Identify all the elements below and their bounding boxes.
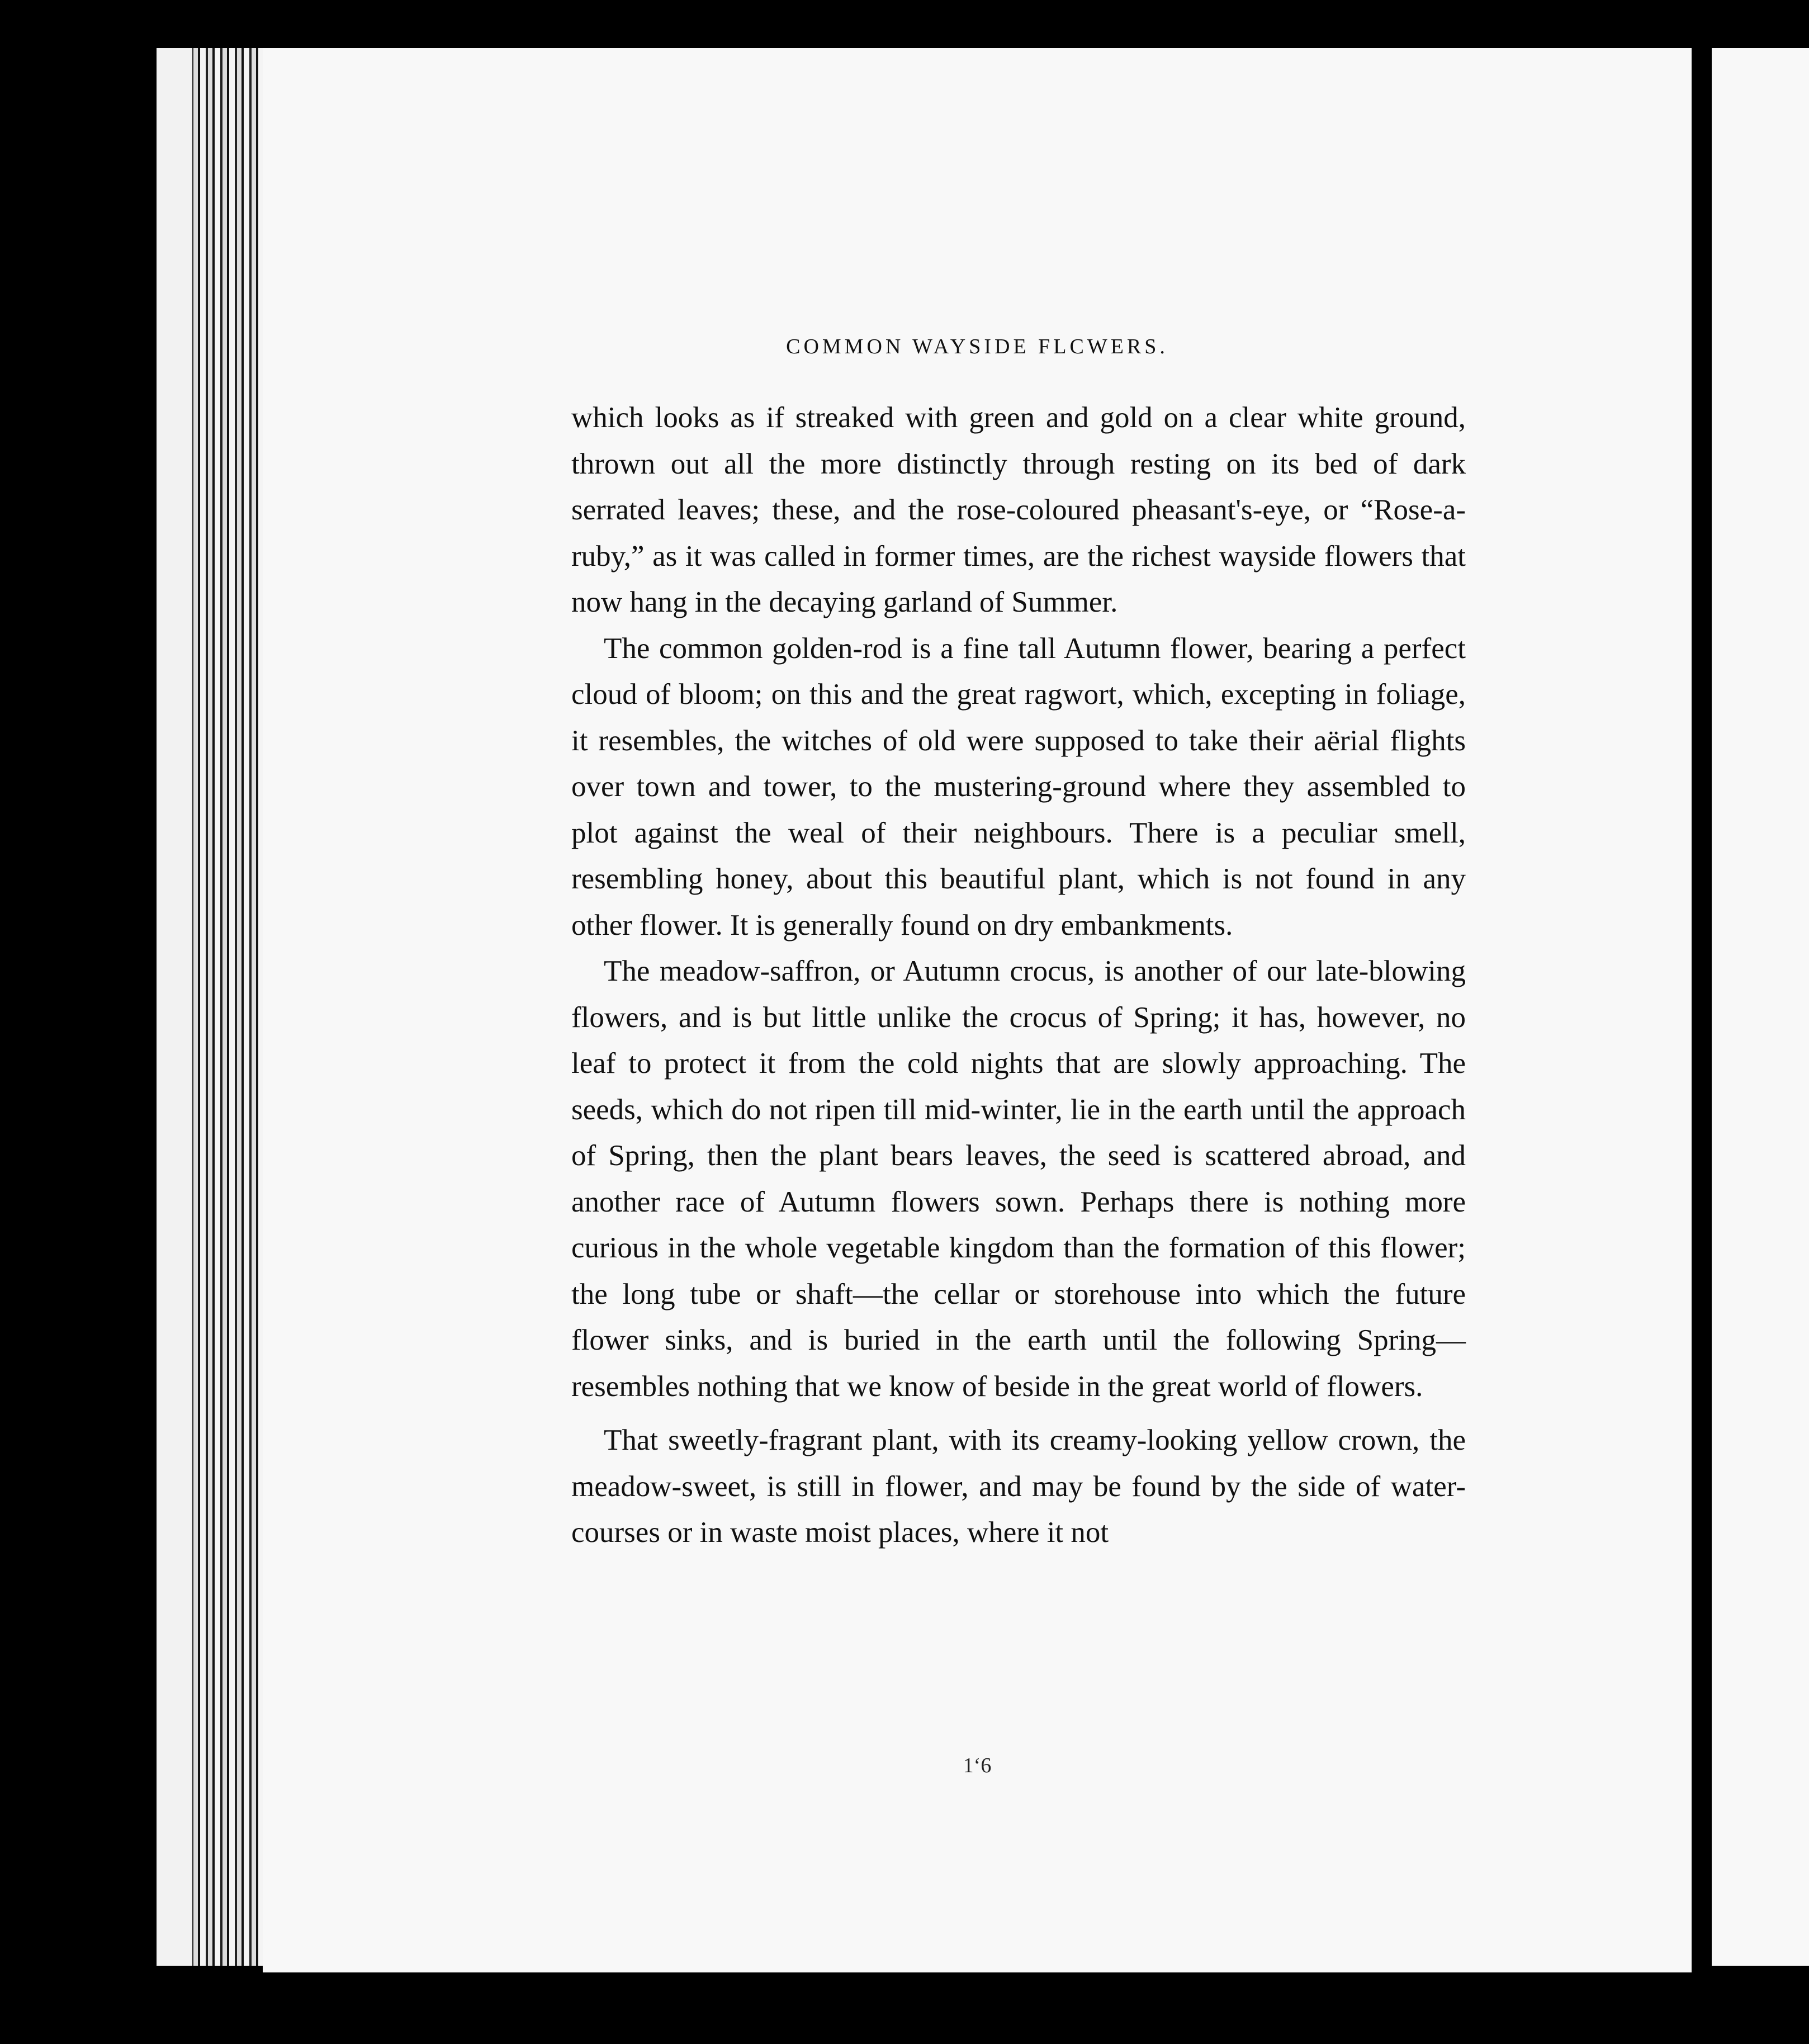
running-head: COMMON WAYSIDE FLCWERS. <box>786 335 1168 358</box>
page-stack-edge <box>157 48 263 1966</box>
paragraph-4: That sweetly-fragrant plant, with its creamy-looking yellow crown, the meadow-sweet, is still in flower, and may be found by the side of water-courses or in waste moist places, where it not <box>571 1424 1466 1549</box>
next-page-edge <box>1712 48 1809 1966</box>
paragraph-3: The meadow-saffron, or Autumn crocus, is another of our late-blowing flowers, and is but little unlike the crocus of Spring; it has, however, no leaf to protect it from the cold nights that are slowly approaching. The seeds, which do not ripen till mid-winter, lie in the earth until the approach of Spring, then the plant bears leaves, the seed is scattered abroad, and another race of Autumn flowers sown. Perhaps there is nothing more curious in the whole vegetable kingdom than the formation of this flower; the long tube or shaft—the cellar or storehouse into which the future flower sinks, and is buried in the earth until the following Spring—resembles nothing that we know of beside in the great world of flowers. <box>571 955 1466 1403</box>
body-text <box>571 395 1466 1556</box>
paragraph-1: which looks as if streaked with green and gold on a clear white ground, thrown out all the more distinctly through resting on its bed of dark serrated leaves; these, and the rose-coloured pheasant's-eye, or “Rose-a-ruby,” as it was called in former times, are the richest wayside flowers that now hang in the decaying garland of Summer. <box>571 401 1466 618</box>
book-page <box>263 48 1692 1972</box>
paragraph-2: The common golden-rod is a fine tall Autumn flower, bearing a perfect cloud of bloom; on this and the great ragwort, which, excepting in foliage, it resembles, the witches of old were supposed to take their aërial flights over town and tower, to the mustering-ground where they assembled to plot against the weal of their neighbours. There is a peculiar smell, resembling honey, about this beautiful plant, which is not found in any other flower. It is generally found on dry embankments. <box>571 632 1466 941</box>
page-number: 1‘6 <box>963 1754 992 1777</box>
